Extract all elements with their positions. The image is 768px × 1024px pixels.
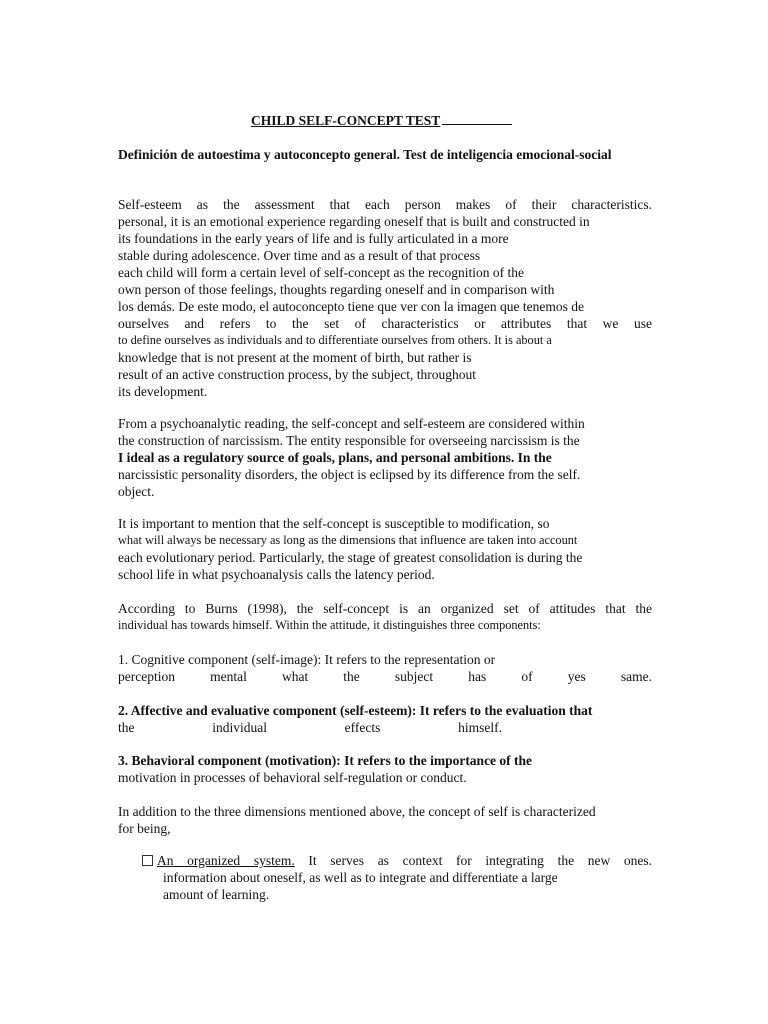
paragraph-psychoanalytic [118, 415, 652, 500]
text-line: los demás. De este modo, el autoconcepto tiene que ver con la imagen que tenemos de [118, 299, 584, 314]
text-line: In addition to the three dimensions mentioned above, the concept of self is characterized [118, 804, 596, 819]
text-line: It is important to mention that the self-concept is susceptible to modification, so [118, 516, 550, 531]
text-line: stable during adolescence. Over time and as a result of that process [118, 248, 481, 263]
text-line: the construction of narcissism. The entity responsible for overseeing narcissism is the [118, 433, 580, 448]
text-line: According to Burns (1998), the self-concept is an organized set of attitudes that the [118, 601, 652, 616]
document-title: CHILD SELF-CONCEPT TEST [251, 112, 531, 129]
text-line: for being, [118, 821, 171, 836]
text-line-bold: 3. Behavioral component (motivation): It refers to the importance of the [118, 753, 533, 768]
component-affective [118, 702, 652, 736]
text-line: personal, it is an emotional experience regarding oneself that is built and constructed in [118, 214, 590, 229]
text-line-bold: I ideal as a regulatory source of goals, plans, and personal ambitions. In the [118, 450, 552, 465]
text-line: 1. Cognitive component (self-image): It refers to the representation or [118, 652, 496, 667]
text-line: each child will form a certain level of self-concept as the recognition of the [118, 265, 524, 280]
paragraph-modification [118, 515, 652, 583]
bullet-text: It serves as context for integrating the new ones. [308, 853, 653, 868]
text-line: what will always be necessary as long as the dimensions that influence are taken into account [118, 533, 578, 547]
text-line: perception mental what the subject has of yes same. [118, 669, 652, 684]
text-line: school life in what psychoanalysis calls the latency period. [118, 567, 435, 582]
text-line: its foundations in the early years of life and is fully articulated in a more [118, 231, 509, 246]
section-heading: Definición de autoestima y autoconcepto general. Test de inteligencia emocional-social [118, 147, 612, 162]
text-line: to define ourselves as individuals and to differentiate ourselves from others. It is about a [118, 333, 552, 347]
text-line: narcissistic personality disorders, the object is eclipsed by its difference from the self. [118, 467, 581, 482]
bullet-organized-system [142, 852, 652, 903]
title-underline [442, 112, 512, 125]
text-line: ourselves and refers to the set of characteristics or attributes that we use [118, 316, 652, 331]
text-line: object. [118, 484, 155, 499]
paragraph-burns [118, 600, 652, 634]
component-cognitive [118, 651, 652, 685]
text-line: the individual effects himself. [118, 720, 502, 735]
text-line: From a psychoanalytic reading, the self-concept and self-esteem are considered within [118, 416, 585, 431]
text-line: knowledge that is not present at the moment of birth, but rather is [118, 350, 472, 365]
text-line: its development. [118, 384, 208, 399]
text-line: motivation in processes of behavioral self-regulation or conduct. [118, 770, 467, 785]
paragraph-self-esteem [118, 196, 652, 400]
bullet-term: An organized system. [157, 853, 295, 868]
text-line-bold: 2. Affective and evaluative component (self-esteem): It refers to the evaluation that [118, 703, 593, 718]
bullet-line: amount of learning. [163, 887, 270, 902]
paragraph-dimensions [118, 803, 652, 837]
bullet-line [142, 852, 652, 869]
text-line: Self-esteem as the assessment that each person makes of their characteristics. [118, 197, 652, 212]
text-line: result of an active construction process, by the subject, throughout [118, 367, 477, 382]
text-line: own person of those feelings, thoughts regarding oneself and in comparison with [118, 282, 555, 297]
bullet-line: information about oneself, as well as to integrate and differentiate a large [163, 870, 558, 885]
component-behavioral [118, 752, 652, 786]
text-line: each evolutionary period. Particularly, the stage of greatest consolidation is during the [118, 550, 583, 565]
checkbox-bullet-icon [142, 855, 153, 866]
text-line: individual has towards himself. Within the attitude, it distinguishes three components: [118, 618, 541, 632]
